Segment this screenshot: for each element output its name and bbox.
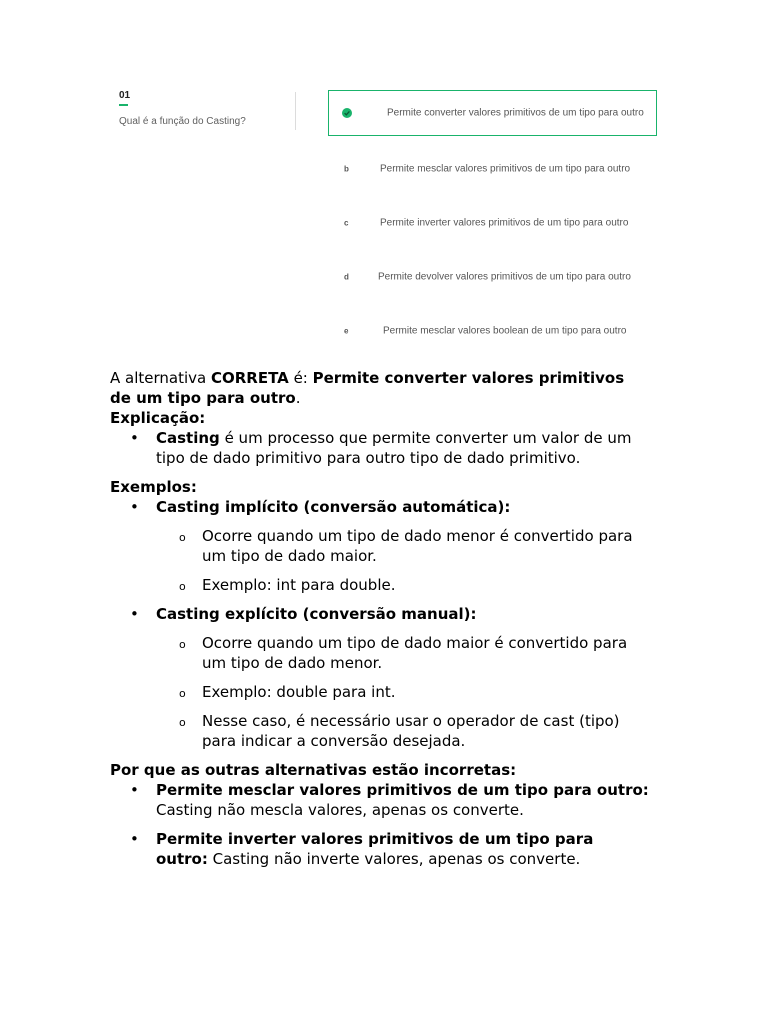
list-item	[110, 497, 650, 517]
explicit-title: Casting explícito (conversão manual):	[156, 605, 477, 623]
option-d-text: Permite devolver valores primitivos de um tipo para outro	[378, 271, 631, 283]
question-text: Qual é a função do Casting?	[119, 116, 246, 127]
question-number-underline	[119, 104, 128, 106]
answer-correct-word: CORRETA	[211, 369, 289, 387]
incorrect-heading-text: Por que as outras alternativas estão incorretas:	[110, 761, 517, 779]
sub-bullet: o	[179, 531, 186, 544]
bullet: •	[130, 830, 139, 848]
option-a[interactable]	[328, 90, 657, 136]
list-item	[110, 428, 650, 468]
incorrect-item-title: Permite inverter valores primitivos de um tipo para outro:	[156, 830, 594, 868]
option-c[interactable]	[328, 200, 657, 246]
explanation-heading	[110, 408, 650, 428]
bullet: •	[130, 781, 139, 799]
incorrect-item-text: Casting não mescla valores, apenas os converte.	[156, 801, 524, 819]
option-d[interactable]	[328, 254, 657, 300]
examples-heading	[110, 477, 650, 497]
explicit-item-text: Nesse caso, é necessário usar o operador de cast (tipo) para indicar a conversão desejada.	[202, 712, 620, 750]
bullet: •	[130, 605, 139, 623]
sub-list-item	[110, 633, 650, 673]
answer-suffix: .	[295, 389, 301, 407]
incorrect-item-title: Permite mesclar valores primitivos de um tipo para outro:	[156, 781, 649, 799]
explicit-item-text: Ocorre quando um tipo de dado maior é convertido para um tipo de dado menor.	[202, 634, 628, 672]
list-item	[110, 604, 650, 624]
explanation-heading-text: Explicação:	[110, 409, 206, 427]
implicit-item-text: Exemplo: int para double.	[202, 576, 396, 594]
sub-bullet: o	[179, 687, 186, 700]
explanation-text: é um processo que permite converter um valor de um tipo de dado primitivo para outro tipo de dado primitivo.	[156, 429, 632, 467]
bullet: •	[130, 429, 139, 447]
option-c-text: Permite inverter valores primitivos de um tipo para outro	[380, 217, 629, 229]
explanation-term: Casting	[156, 429, 220, 447]
incorrect-item-text: Casting não inverte valores, apenas os converte.	[207, 850, 581, 868]
bullet: •	[130, 498, 139, 516]
implicit-item-text: Ocorre quando um tipo de dado menor é convertido para um tipo de dado maior.	[202, 527, 633, 565]
option-a-text: Permite converter valores primitivos de um tipo para outro	[387, 107, 644, 119]
list-item	[110, 829, 650, 869]
sub-list-item	[110, 711, 650, 751]
list-item	[110, 780, 650, 820]
question-number: 01	[119, 90, 131, 101]
option-e-text: Permite mesclar valores boolean de um tipo para outro	[383, 325, 627, 337]
check-icon	[342, 108, 352, 118]
option-c-letter: c	[344, 218, 349, 228]
examples-heading-text: Exemplos:	[110, 478, 197, 496]
option-b-text: Permite mesclar valores primitivos de um tipo para outro	[380, 163, 631, 175]
sub-bullet: o	[179, 638, 186, 651]
explicit-item-text: Exemplo: double para int.	[202, 683, 396, 701]
incorrect-heading	[110, 760, 650, 780]
answer-paragraph	[110, 368, 650, 408]
divider	[295, 92, 296, 130]
answer-mid: é:	[288, 369, 313, 387]
sub-bullet: o	[179, 580, 186, 593]
option-d-letter: d	[344, 272, 349, 282]
document-body	[110, 368, 650, 878]
implicit-title: Casting implícito (conversão automática):	[156, 498, 511, 516]
answer-text: Permite converter valores primitivos de um tipo para outro	[110, 369, 625, 407]
option-e[interactable]	[328, 308, 657, 354]
sub-list-item	[110, 575, 650, 595]
option-b-letter: b	[344, 164, 349, 174]
sub-bullet: o	[179, 716, 186, 729]
sub-list-item	[110, 526, 650, 566]
answer-prefix: A alternativa	[110, 369, 211, 387]
option-b[interactable]	[328, 146, 657, 192]
option-e-letter: e	[344, 326, 349, 336]
sub-list-item	[110, 682, 650, 702]
